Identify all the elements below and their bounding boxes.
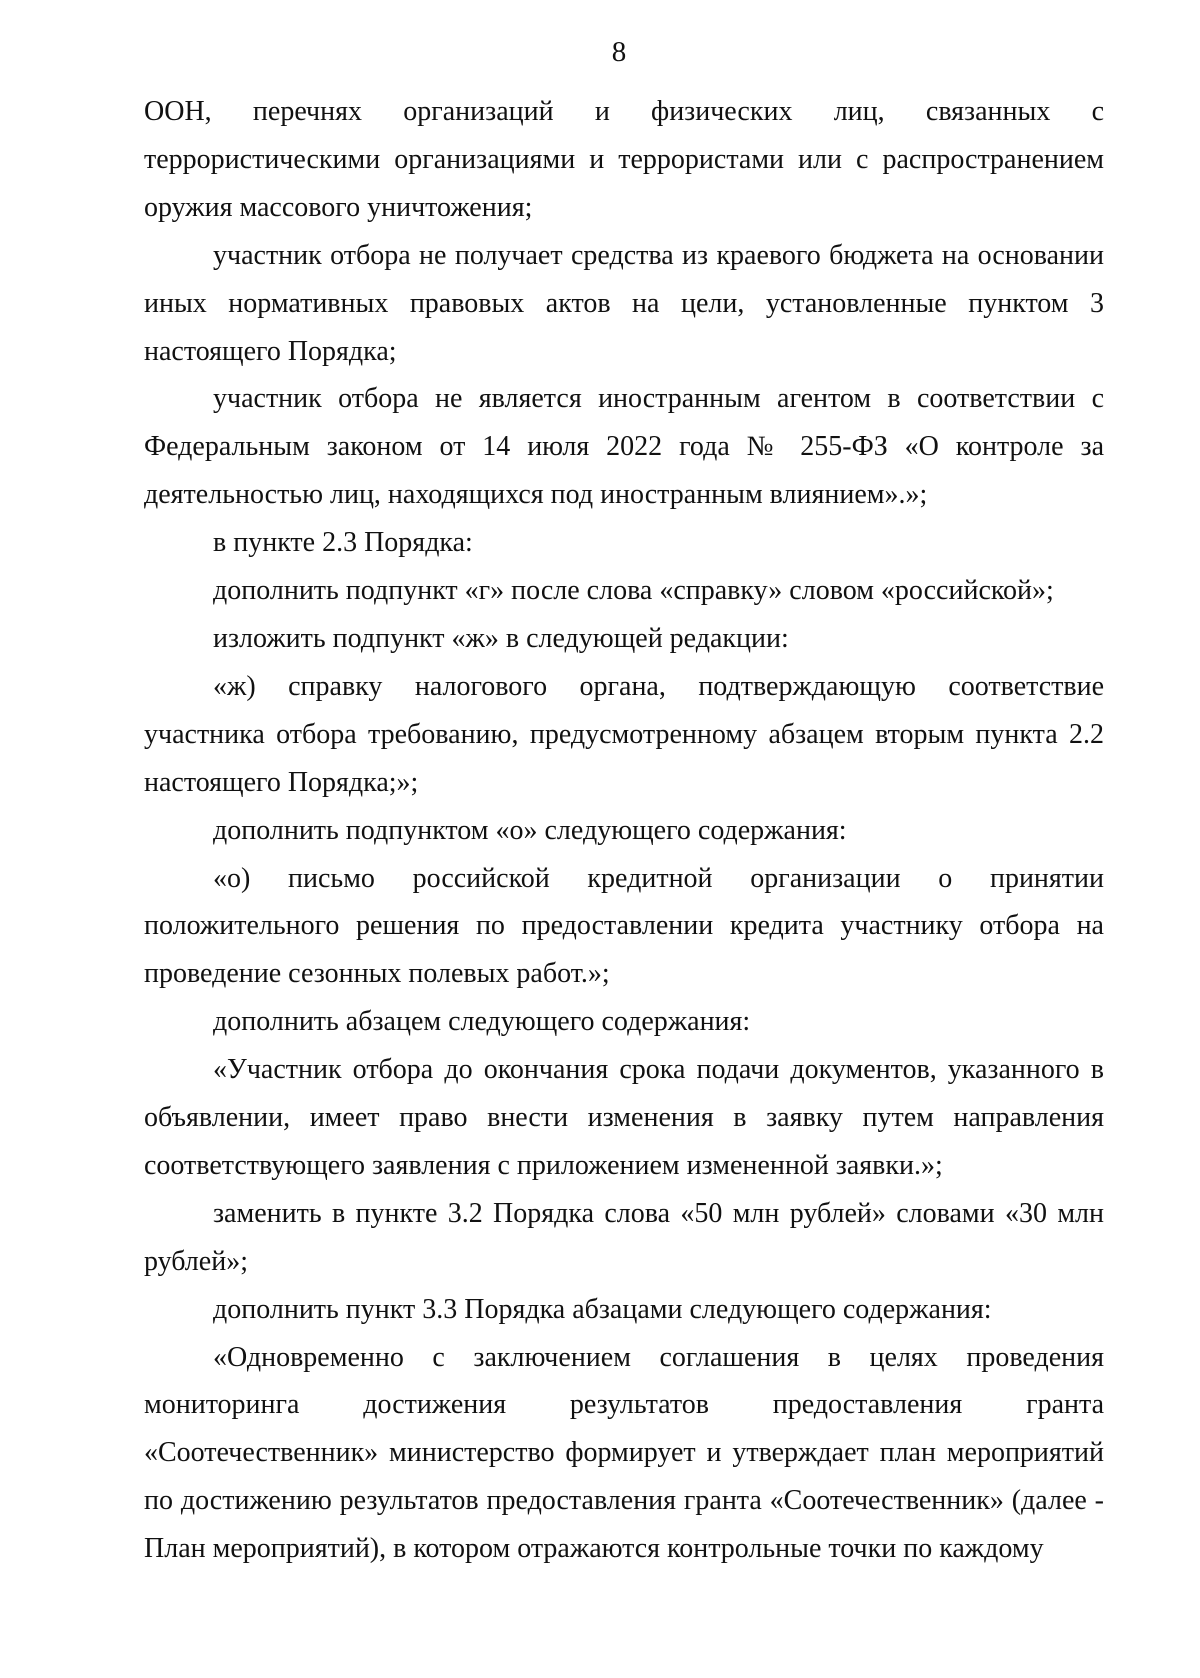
paragraph: участник отбора не получает средства из краевого бюджета на основании иных нормативных правовых актов на цели, установленные пунктом 3 настоящего Порядка; [144, 239, 1104, 367]
document-body [144, 88, 1104, 1573]
paragraph: дополнить пункт 3.3 Порядка абзацами следующего содержания: [213, 1293, 992, 1325]
paragraph: «ж) справку налогового органа, подтверждающую соответствие участника отбора требованию, предусмотренному абзацем вторым пункта 2.2 настоящего Порядка;»; [144, 670, 1104, 798]
paragraph: ООН, перечнях организаций и физических лиц, связанных с террористическими организациями и террористами или с распространением оружия массового уничтожения; [144, 96, 1104, 223]
page-number: 8 [611, 36, 627, 68]
paragraph: участник отбора не является иностранным агентом в соответствии с Федеральным законом от 14 июля 2022 года № 255-ФЗ «О контроле за деятельностью лиц, находящихся под иностранным влиянием».»; [144, 383, 1104, 511]
paragraph: «Участник отбора до окончания срока подачи документов, указанного в объявлении, имеет право внести изменения в заявку путем направления соответствующего заявления с приложением измененной заявки.»; [144, 1054, 1104, 1181]
paragraph: «о) письмо российской кредитной организации о принятии положительного решения по предоставлении кредита участнику отбора на проведение сезонных полевых работ.»; [144, 862, 1104, 990]
paragraph: изложить подпункт «ж» в следующей редакции: [213, 622, 789, 654]
paragraph: «Одновременно с заключением соглашения в целях проведения мониторинга достижения результатов предоставления гранта «Соотечественник» министерство формирует и утверждает план мероприятий по достижению результатов предоставления гранта «Соотечественник» (далее - План мероприятий), в котором отражаются контрольные точки по каждому [144, 1341, 1104, 1565]
paragraph: заменить в пункте 3.2 Порядка слова «50 млн рублей» словами «30 млн рублей»; [144, 1197, 1104, 1277]
paragraph: дополнить подпунктом «о» следующего содержания: [213, 814, 847, 846]
paragraph: в пункте 2.3 Порядка: [213, 527, 473, 559]
paragraph: дополнить подпункт «г» после слова «справку» словом «российской»; [213, 575, 1054, 607]
paragraph: дополнить абзацем следующего содержания: [213, 1006, 751, 1038]
